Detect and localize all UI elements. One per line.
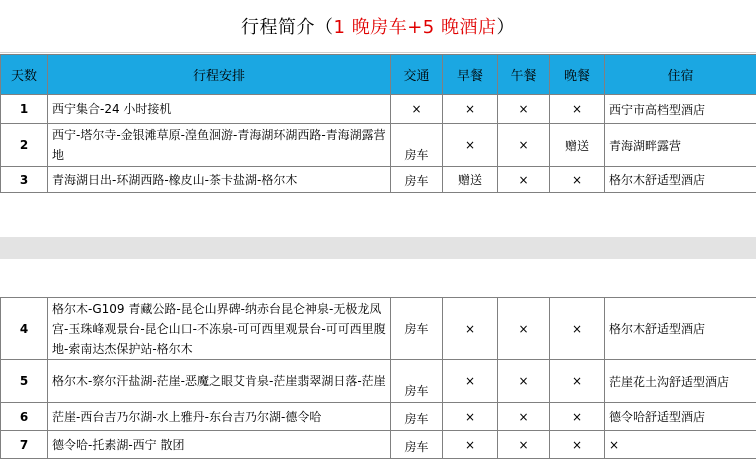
table-row xyxy=(1,360,756,403)
itinerary-table-bottom xyxy=(0,297,756,459)
breakfast-cell: × xyxy=(443,95,498,124)
page-title xyxy=(0,0,756,52)
day-cell: 3 xyxy=(1,167,48,193)
title-suffix: ） xyxy=(496,17,515,38)
header-dinner: 晚餐 xyxy=(550,55,605,95)
dinner-cell: 赠送 xyxy=(550,124,605,167)
table-row xyxy=(1,167,756,193)
plan-cell: 茫崖-西台吉乃尔湖-水上雅丹-东台吉乃尔湖-德令哈 xyxy=(48,403,391,431)
lunch-cell: × xyxy=(498,431,550,459)
lunch-cell: × xyxy=(498,403,550,431)
transport-cell: 房车 xyxy=(391,167,443,193)
breakfast-cell: 赠送 xyxy=(443,167,498,193)
breakfast-cell: × xyxy=(443,298,498,360)
lodging-cell: 格尔木舒适型酒店 xyxy=(605,298,756,360)
breakfast-cell: × xyxy=(443,403,498,431)
lunch-cell: × xyxy=(498,124,550,167)
breakfast-cell: × xyxy=(443,360,498,403)
table-header-row xyxy=(1,55,756,95)
table-row xyxy=(1,431,756,459)
header-lunch: 午餐 xyxy=(498,55,550,95)
divider xyxy=(0,52,756,53)
day-cell: 7 xyxy=(1,431,48,459)
plan-cell: 格尔木-G109 青藏公路-昆仑山界碑-纳赤台昆仑神泉-无极龙凤宫-玉珠峰观景台-昆仑山口-不冻泉-可可西里观景台-可可西里腹地-索南达杰保护站-格尔木 xyxy=(48,298,391,360)
lunch-cell: × xyxy=(498,298,550,360)
lunch-cell: × xyxy=(498,167,550,193)
dinner-cell: × xyxy=(550,360,605,403)
plan-cell: 德令哈-托素湖-西宁 散团 xyxy=(48,431,391,459)
lunch-cell: × xyxy=(498,360,550,403)
title-prefix: 行程简介（ xyxy=(241,17,334,38)
table-row xyxy=(1,95,756,124)
plan-cell: 格尔木-察尔汗盐湖-茫崖-恶魔之眼艾肯泉-茫崖翡翠湖日落-茫崖 xyxy=(48,360,391,403)
lodging-cell: 青海湖畔露营 xyxy=(605,124,756,167)
day-cell: 4 xyxy=(1,298,48,360)
transport-cell: 房车 xyxy=(391,403,443,431)
dinner-cell: × xyxy=(550,298,605,360)
lodging-cell: 格尔木舒适型酒店 xyxy=(605,167,756,193)
breakfast-cell: × xyxy=(443,431,498,459)
header-lodging: 住宿 xyxy=(605,55,756,95)
dinner-cell: × xyxy=(550,403,605,431)
itinerary-table-top xyxy=(0,54,756,193)
lunch-cell: × xyxy=(498,95,550,124)
title-highlight: 1 晚房车+5 晚酒店 xyxy=(333,17,497,38)
table-row xyxy=(1,298,756,360)
day-cell: 1 xyxy=(1,95,48,124)
lodging-cell: 茫崖花土沟舒适型酒店 xyxy=(605,360,756,403)
page-break-band xyxy=(0,237,756,259)
transport-cell: 房车 xyxy=(391,360,443,403)
lodging-cell: × xyxy=(605,431,756,459)
plan-cell: 青海湖日出-环湖西路-橡皮山-茶卡盐湖-格尔木 xyxy=(48,167,391,193)
dinner-cell: × xyxy=(550,167,605,193)
plan-cell: 西宁集合-24 小时接机 xyxy=(48,95,391,124)
table-row xyxy=(1,124,756,167)
breakfast-cell: × xyxy=(443,124,498,167)
header-plan: 行程安排 xyxy=(48,55,391,95)
table-row xyxy=(1,403,756,431)
header-day: 天数 xyxy=(1,55,48,95)
dinner-cell: × xyxy=(550,431,605,459)
header-transport: 交通 xyxy=(391,55,443,95)
day-cell: 5 xyxy=(1,360,48,403)
header-breakfast: 早餐 xyxy=(443,55,498,95)
dinner-cell: × xyxy=(550,95,605,124)
lodging-cell: 西宁市高档型酒店 xyxy=(605,95,756,124)
day-cell: 2 xyxy=(1,124,48,167)
plan-cell: 西宁-塔尔寺-金银滩草原-湟鱼洄游-青海湖环湖西路-青海湖露营地 xyxy=(48,124,391,167)
transport-cell: × xyxy=(391,95,443,124)
transport-cell: 房车 xyxy=(391,298,443,360)
lodging-cell: 德令哈舒适型酒店 xyxy=(605,403,756,431)
day-cell: 6 xyxy=(1,403,48,431)
transport-cell: 房车 xyxy=(391,431,443,459)
transport-cell: 房车 xyxy=(391,124,443,167)
